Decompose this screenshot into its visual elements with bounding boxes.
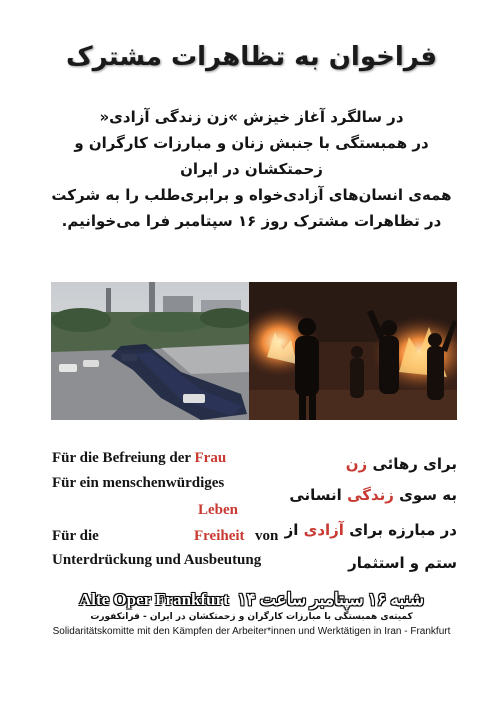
slogan-highlight: آزادی (303, 521, 344, 539)
poster-title: فراخوان به تظاهرات مشترک (66, 42, 437, 72)
slogan-fa-3 (285, 521, 457, 539)
intro-line: در همبستگی با جنبش زنان و مبارزات کارگران و (74, 134, 429, 152)
photo-strip (51, 282, 457, 420)
protest-night-photo (249, 282, 457, 420)
slogan-fa-4: ستم و استثمار (348, 554, 457, 572)
slogan-highlight: Freiheit (194, 528, 245, 544)
slogan-fa-2 (289, 486, 457, 504)
slogan-de-5: Unterdrückung und Ausbeutung (52, 552, 262, 568)
slogan-text: انسانی (289, 486, 342, 504)
committee-name-de: Solidaritätskomitte mit den Kämpfen der Arbeiter*innen und Werktätigen in Iran - Frankfurt (52, 626, 451, 637)
event-banner (0, 590, 503, 610)
slogan-de-2: Für ein menschenwürdiges (52, 475, 225, 491)
intro-line: همه‌ی انسان‌های آزادی‌خواه و برابری‌طلب را به شرکت (51, 186, 452, 204)
slogan-text: به سوی (399, 486, 457, 504)
intro-text (30, 104, 473, 234)
slogan-de-4: Für die (52, 528, 99, 544)
slogan-highlight: زندگی (347, 486, 394, 504)
slogan-text: برای رهائی (372, 455, 457, 473)
intro-line: در تظاهرات مشترک روز ۱۶ سپتامبر فرا می‌خوانیم. (61, 212, 442, 230)
march-photo (51, 282, 249, 420)
slogan-highlight: Frau (194, 450, 227, 466)
intro-line: زحمتکشان در ایران (180, 160, 323, 178)
committee-name-fa: کمیته‌ی همبستگی با مبارزات کارگران و زحمتکشان در ایران - فرانکفورت (90, 612, 413, 622)
slogan-text: در مبارزه برای (349, 521, 457, 539)
event-venue: Alte Oper Frankfurt (78, 590, 229, 609)
slogan-de-1 (52, 450, 226, 467)
intro-line: در سالگرد آغاز خیزش »زن زندگی آزادی« (99, 108, 404, 126)
slogan-fa-1 (346, 455, 457, 473)
slogan-text: von (255, 528, 279, 544)
slogan-text: Für die Befreiung der (52, 450, 195, 466)
event-datetime: شنبه ۱۶ سپتامبر ساعت ۱۴ (237, 590, 425, 609)
slogan-de-3: Leben (198, 502, 239, 518)
slogan-text: از (284, 521, 299, 539)
slogan-highlight: زن (345, 455, 368, 473)
